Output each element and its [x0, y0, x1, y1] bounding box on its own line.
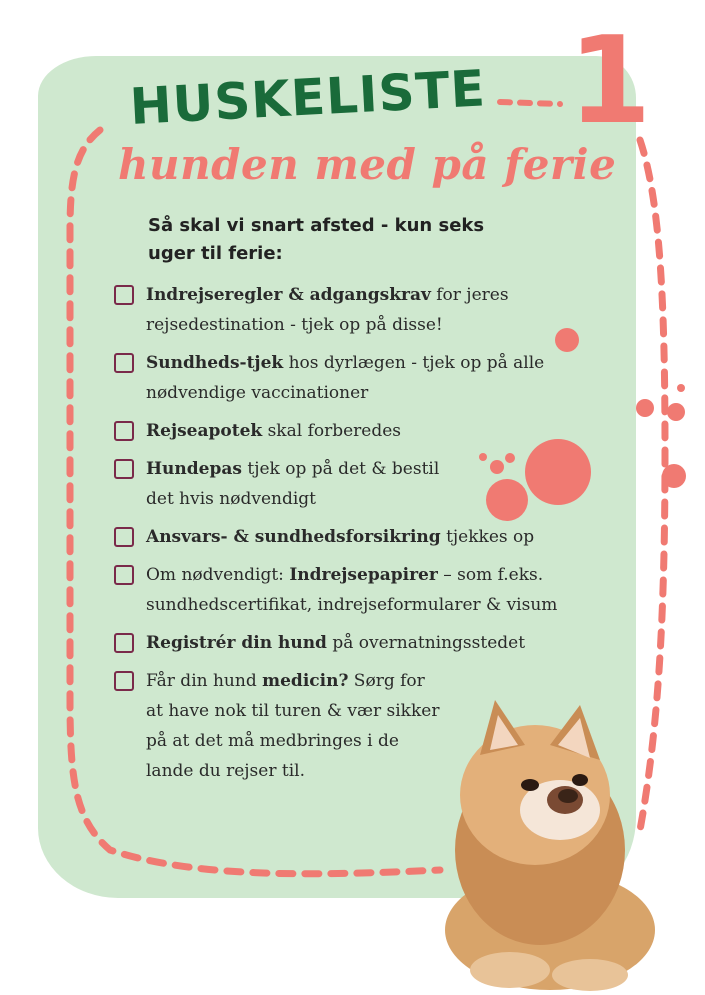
- checklist-item: Indrejseregler & adgangskrav for jeres rejsedestination - tjek op på disse!: [114, 280, 526, 340]
- item-keyword: Rejseapotek: [146, 421, 263, 441]
- page-subtitle: hunden med på ferie: [118, 140, 617, 189]
- checkbox[interactable]: [114, 459, 134, 479]
- checklist-item: Rejseapotek skal forberedes: [114, 416, 594, 446]
- item-keyword: Hundepas: [146, 459, 242, 479]
- checklist-item: Hundepas tjek op på det & bestil det hvis nødvendigt: [114, 454, 446, 514]
- checkbox[interactable]: [114, 527, 134, 547]
- item-keyword: Indrejsepapirer: [289, 565, 438, 585]
- item-keyword: Indrejseregler & adgangskrav: [146, 285, 431, 305]
- checklist-item: Får din hund medicin? Sørg for at have nok til turen & vær sikker på at det må medbringes i de lande du rejser til.: [114, 666, 446, 786]
- checkbox[interactable]: [114, 421, 134, 441]
- checkbox[interactable]: [114, 285, 134, 305]
- checklist-item: Om nødvendigt: Indrejsepapirer – som f.eks. sundhedscertifikat, indrejseformularer & visum: [114, 560, 606, 620]
- item-keyword: Ansvars- & sundhedsforsikring: [146, 527, 441, 547]
- item-keyword: medicin?: [262, 671, 349, 691]
- intro-text: Så skal vi snart afsted - kun seks uger til ferie:: [148, 215, 485, 264]
- checkbox[interactable]: [114, 565, 134, 585]
- list-number: 1: [568, 12, 652, 151]
- page-title: HUSKELISTE: [128, 59, 488, 136]
- checkbox[interactable]: [114, 671, 134, 691]
- item-keyword: Sundheds-tjek: [146, 353, 284, 373]
- checklist-item: Ansvars- & sundhedsforsikring tjekkes op: [114, 522, 586, 552]
- checkbox[interactable]: [114, 633, 134, 653]
- checklist-item: Registrér din hund på overnatningsstedet: [114, 628, 586, 658]
- item-keyword: Registrér din hund: [146, 633, 327, 653]
- checklist-item: Sundheds-tjek hos dyrlægen - tjek op på alle nødvendige vaccinationer: [114, 348, 566, 408]
- checklist: [114, 280, 594, 794]
- checkbox[interactable]: [114, 353, 134, 373]
